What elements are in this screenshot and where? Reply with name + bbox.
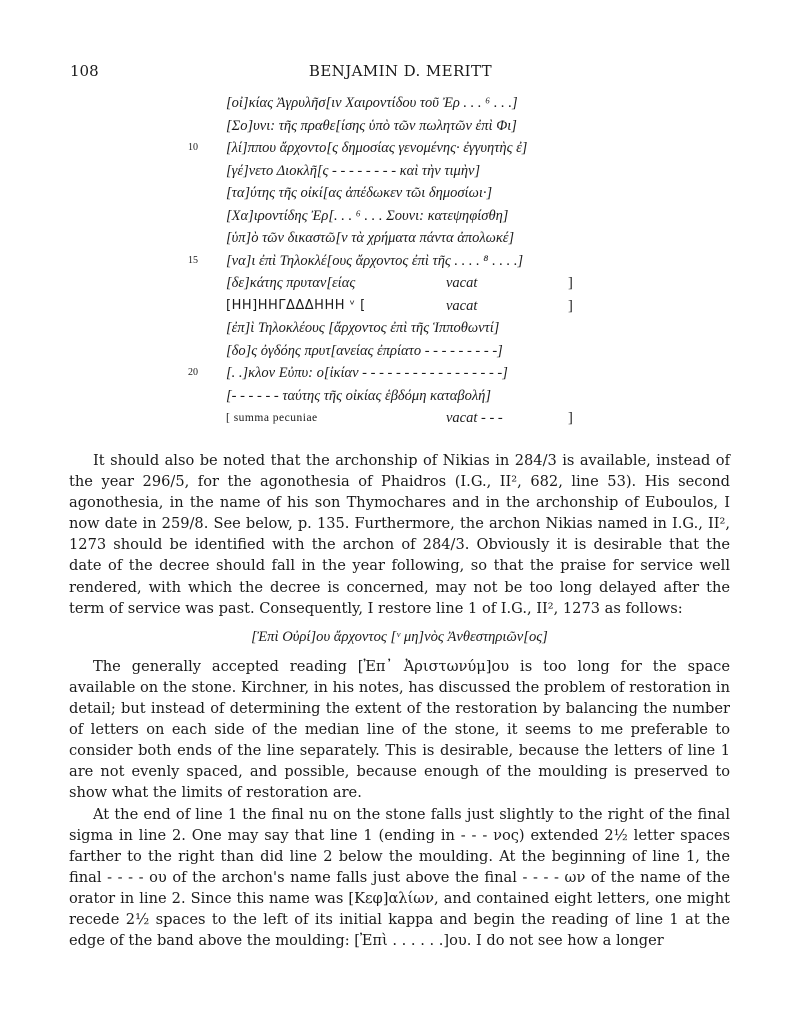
- inscription-line: [178, 250, 578, 273]
- inscription-line: [178, 317, 578, 340]
- inscription-text: [οἰ]κίας Ἀγρυλῆσ[ιν Χαιροντίδου τοῦ Ἐρ . . . ⁶ . . .]: [226, 95, 518, 111]
- restoration-line: [Ἐπὶ Οὐρί]ου ἄρχοντος [ᵛ μη]νὸς Ἀνθεστηριῶν[ος]: [251, 628, 548, 645]
- vacat-mark: vacat - - -: [446, 410, 503, 426]
- inscription-text: [δο]ς ὀγδόης πρυτ[ανείας ἐπρίατο - - - - - - - - -]: [226, 342, 503, 359]
- inscription-line: [178, 227, 578, 250]
- inscription-text: [να]ι ἐπὶ Τηλοκλέ[ους ἄρχοντος ἐπὶ τῆς . . . . ⁸ . . . .]: [226, 252, 524, 269]
- inscription-text: [ἐπ]ὶ Τηλοκλέους [ἄρχοντος ἐπὶ τῆς Ἱπποθωντί]: [226, 320, 500, 336]
- inscription-line: [178, 115, 578, 138]
- inscription-line: [178, 362, 578, 385]
- vacat-mark: vacat: [446, 297, 478, 314]
- line-number: 20: [188, 367, 198, 378]
- inscription-text: [Σο]υνι: τῆς πραθε[ίσης ὑπὸ τῶν πωλητῶν ἐπὶ Φι]: [226, 117, 517, 134]
- inscription-text: [ὑπ]ὸ τῶν δικαστῶ[ν τὰ χρήματα πάντα ἀπολωκέ]: [226, 230, 515, 246]
- inscription-text: [γέ]νετο Διοκλῆ[ς - - - - - - - - καὶ τὴν τιμὴν]: [226, 162, 481, 179]
- inscription-line: [178, 160, 578, 183]
- paragraph-2: The generally accepted reading [Ἐπ᾿ Ἀριστωνύμ]ου is too long for the space available on the stone. Kirchner, in his notes, has discussed the problem of restoration in detail; but instead of determining the extent of the restoration by balancing the number of letters on each side of the median line of the stone, it seems to me preferable to consider both ends of the line separately. This is desirable, because the letters of line 1 are not evenly spaced, and possible, because enough of the moulding is preserved to show what the limits of restoration are.: [69, 657, 730, 802]
- inscription-text: [. .]κλον Εὐπυ: ο[ἰκίαν - - - - - - - - - - - - - - - - -]: [226, 365, 508, 381]
- inscription-line: [178, 182, 578, 205]
- paragraph-1: It should also be noted that the archonship of Nikias in 284/3 is available, instead of the year 296/5, for the agonothesia of Phaidros (I.G., II², 682, line 53). His second agonothesia, in the name of his son Thymochares and in the archonship of Euboulos, I now date in 259/8. See below, p. 135. Furthermore, the archon Nikias named in I.G., II², 1273 should be identified with the archon of 284/3. Obviously it is desirable that the date of the decree should fall in the year following, so that the praise for service well rendered, with which the decree is concerned, may not be too long delayed after the term of service was past. Consequently, I restore line 1 of I.G., II², 1273 as follows:: [69, 452, 730, 617]
- inscription-line: [178, 205, 578, 228]
- inscription-numerals: [HH]HHΓΔΔΔΗΗΗ ᵛ [: [226, 297, 366, 313]
- line-number: 10: [188, 142, 198, 153]
- inscription-text: [Χα]ιροντίδης Ἐρ[. . . ⁶ . . . Σουνι: κατεψηφίσθη]: [226, 207, 509, 224]
- vacat-mark: vacat: [446, 275, 478, 291]
- closing-bracket: ]: [568, 275, 573, 291]
- inscription-line: [178, 340, 578, 363]
- line-number: 15: [188, 254, 198, 266]
- body-text: [69, 450, 730, 951]
- running-title: BENJAMIN D. MERITT: [308, 62, 493, 80]
- inscription-text: [δε]κάτης πρυταν[είας: [226, 275, 356, 291]
- paragraph-3: At the end of line 1 the final nu on the stone falls just slightly to the right of the final sigma in line 2. One may say that line 1 (ending in - - - νος) extended 2½ letter spaces farther to the right than did line 2 below the moulding. At the beginning of line 1, the final - - - - ου of the archon's name falls just above the final - - - - ων of the name of the orator in line 2. Since this name was [Κεφ]αλίων, and contained eight letters, one might recede 2½ spaces to the left of its initial kappa and begin the reading of line 1 at the edge of the band above the moulding: [Ἐπὶ . . . . . .]ου. I do not see how a longer: [69, 805, 730, 950]
- inscription-line: [178, 92, 578, 115]
- inscription-line: [178, 407, 578, 430]
- inscription-line: [178, 295, 578, 318]
- inscription-line: [178, 385, 578, 408]
- closing-bracket: ]: [568, 410, 573, 426]
- page-number: 108: [70, 62, 99, 80]
- inscription-block: [178, 92, 578, 430]
- inscription-text: [- - - - - - ταύτης τῆς οἰκίας ἑβδόμη καταβολή]: [226, 387, 491, 404]
- summa-pecuniae: [ summa pecuniae: [226, 412, 318, 424]
- inscription-text: [λί]ππου ἄρχοντο[ς δημοσίας γενομένης· ἐγγυητὴς ἐ]: [226, 140, 528, 156]
- inscription-line: [178, 272, 578, 295]
- inscription-text: [τα]ύτης τῆς οἰκί[ας ἀπέδωκεν τῶι δημοσίωι·]: [226, 185, 493, 201]
- closing-bracket: ]: [568, 297, 573, 314]
- inscription-line: [178, 137, 578, 160]
